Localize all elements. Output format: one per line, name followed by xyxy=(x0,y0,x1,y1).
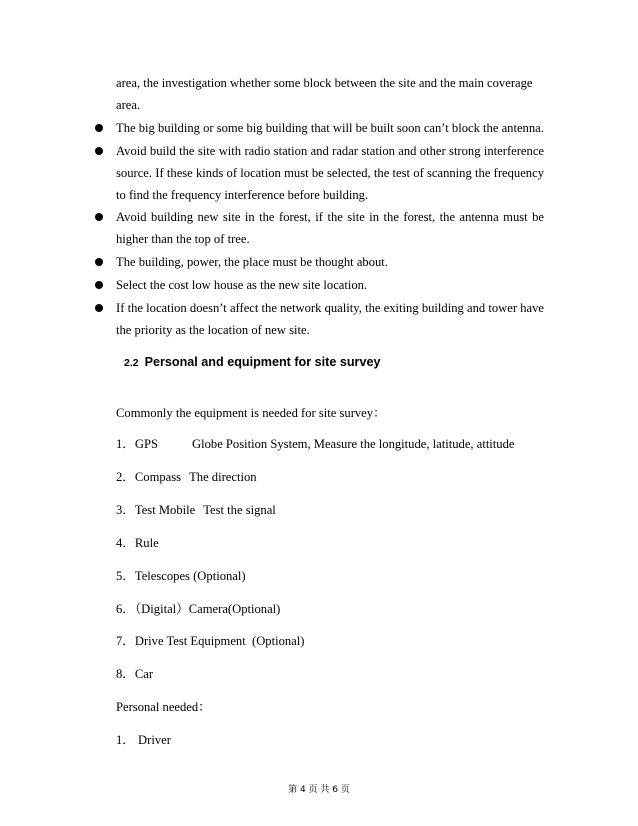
item-number: 8． xyxy=(116,667,135,681)
item-number: 5． xyxy=(116,569,135,583)
item-name: Rule xyxy=(134,536,159,550)
item-name: （Digital）Camera(Optional) xyxy=(134,602,281,616)
item-number: 3． xyxy=(116,503,135,517)
section-title: Personal and equipment for site survey xyxy=(144,355,381,369)
bullet-text: Avoid build the site with radio station and radar station and other strong interference source. If these kinds of location must be selected, the test of scanning the frequency to find the frequency interference before building. xyxy=(116,144,544,202)
item-number: 6． xyxy=(116,602,135,616)
equipment-item xyxy=(116,663,153,682)
bullet-dot-icon xyxy=(95,124,103,132)
bullet-dot-icon xyxy=(95,213,103,221)
item-description: Globe Position System, Measure the longitude, latitude, attitude xyxy=(192,437,515,451)
personal-item xyxy=(116,729,171,748)
equipment-item xyxy=(116,433,515,452)
bullet-dot-icon xyxy=(95,147,103,155)
item-name: Compass xyxy=(134,470,182,484)
item-name: GPS xyxy=(134,437,158,451)
bullet-dot-icon xyxy=(95,304,103,312)
intro-line-2: area. xyxy=(116,98,141,112)
item-name: Drive Test Equipment (Optional) xyxy=(134,634,305,648)
equipment-intro: Commonly the equipment is needed for site survey： xyxy=(116,406,386,420)
personal-intro: Personal needed： xyxy=(116,700,211,714)
bullet-text: Avoid building new site in the forest, if the site in the forest, the antenna must be higher than the top of tree. xyxy=(116,210,544,246)
item-name: Telescopes (Optional) xyxy=(134,569,246,583)
equipment-item xyxy=(116,466,257,485)
equipment-item xyxy=(116,532,159,551)
item-number: 2． xyxy=(116,470,135,484)
item-name: Driver xyxy=(134,733,171,747)
section-number: 2.2 xyxy=(124,357,139,369)
item-number: 1． xyxy=(116,437,135,451)
bullet-dot-icon xyxy=(95,281,103,289)
bullet-text: The big building or some big building that will be built soon can’t block the antenna. xyxy=(116,121,544,135)
bullet-text: The building, power, the place must be thought about. xyxy=(116,255,388,269)
equipment-item xyxy=(116,565,246,584)
item-description: The direction xyxy=(189,470,257,484)
section-heading xyxy=(124,355,380,369)
item-number: 1． xyxy=(116,733,135,747)
intro-line-1: area, the investigation whether some block between the site and the main coverage xyxy=(116,76,533,90)
item-number: 7． xyxy=(116,634,135,648)
item-description: Test the signal xyxy=(203,503,276,517)
bullet-dot-icon xyxy=(95,258,103,266)
item-name: Test Mobile xyxy=(134,503,196,517)
equipment-item xyxy=(116,598,280,617)
equipment-item xyxy=(116,499,276,518)
page-footer: 第 4 页 共 6 页 xyxy=(288,785,350,795)
equipment-item xyxy=(116,630,304,649)
item-number: 4． xyxy=(116,536,135,550)
bullet-text: If the location doesn’t affect the network quality, the exiting building and tower have the priority as the location of new site. xyxy=(116,301,544,337)
bullet-text: Select the cost low house as the new site location. xyxy=(116,278,368,292)
item-name: Car xyxy=(134,667,154,681)
